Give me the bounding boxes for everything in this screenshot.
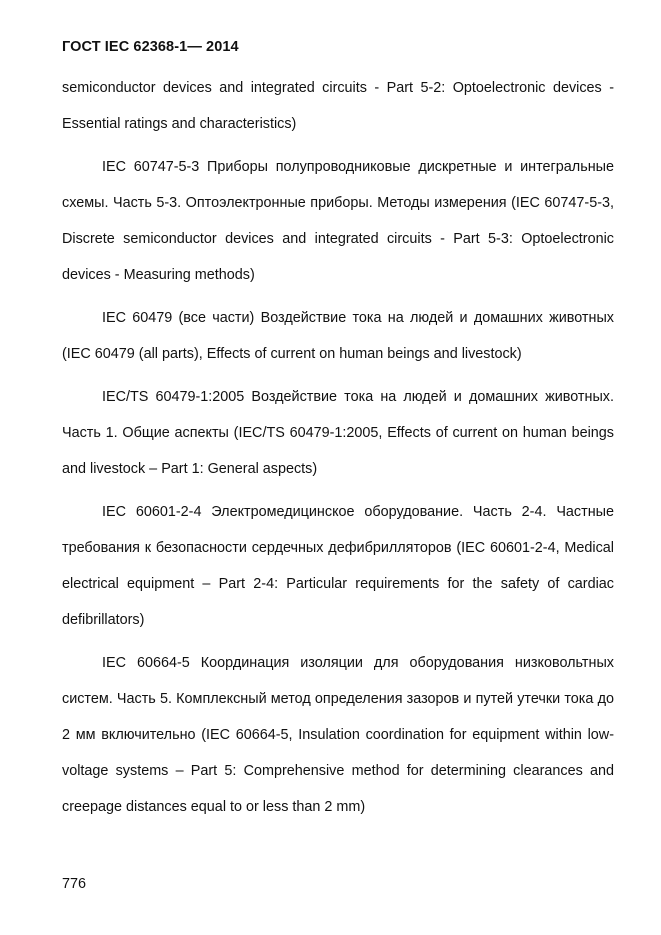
document-body [62,70,614,825]
page-number: 776 [62,876,87,892]
paragraph-iec-60664-5: IEC 60664-5 Координация изоляции для оборудования низковольтных систем. Часть 5. Комплексный метод определения зазоров и путей утечки тока до 2 мм включительно (IEC 60664-5, Insulation coordination for equipment within low-voltage systems – Part 5: Comprehensive method for determining clearances and creepage distances equal to or less than 2 mm) [62,655,614,815]
paragraph-continuation: semiconductor devices and integrated circuits - Part 5-2: Optoelectronic devices - Essential ratings and characteristics) [62,80,614,132]
paragraph-iec-60479: IEC 60479 (все части) Воздействие тока на людей и домашних животных (IEC 60479 (all parts), Effects of current on human beings and livestock) [62,310,614,362]
paragraph-iec-60747-5-3: IEC 60747-5-3 Приборы полупроводниковые дискретные и интегральные схемы. Часть 5-3. Оптоэлектронные приборы. Методы измерения (IEC 60747-5-3, Discrete semiconductor devices and integrated circuits - Part 5-3: Optoelectronic devices - Measuring methods) [62,159,614,283]
paragraph-iec-ts-60479-1: IEC/TS 60479-1:2005 Воздействие тока на людей и домашних животных. Часть 1. Общие аспекты (IEC/TS 60479-1:2005, Effects of current on human beings and livestock – Part 1: General aspects) [62,389,614,477]
document-header-title: ГОСТ IEC 62368-1— 2014 [62,39,239,55]
paragraph-iec-60601-2-4: IEC 60601-2-4 Электромедицинское оборудование. Часть 2-4. Частные требования к безопасности сердечных дефибрилляторов (IEC 60601-2-4, Medical electrical equipment – Part 2-4: Particular requirements for the safety of cardiac defibrillators) [62,504,614,628]
